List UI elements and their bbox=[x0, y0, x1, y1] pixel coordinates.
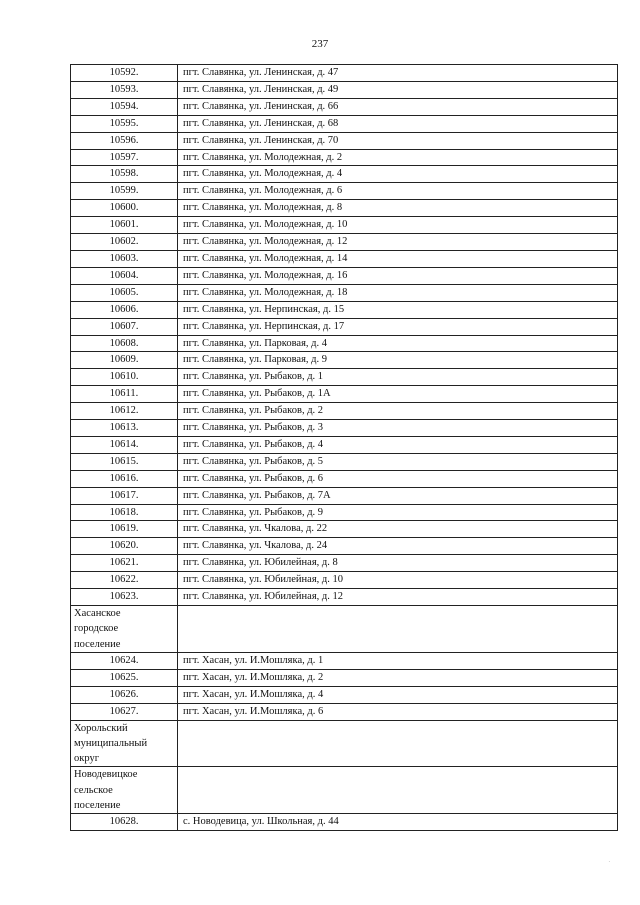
entry-address: пгт. Славянка, ул. Юбилейная, д. 12 bbox=[178, 589, 618, 606]
entry-number: 10601. bbox=[71, 217, 178, 234]
entry-number: 10616. bbox=[71, 470, 178, 487]
entry-address: пгт. Славянка, ул. Молодежная, д. 6 bbox=[178, 183, 618, 200]
table-row bbox=[71, 403, 618, 420]
entry-address: пгт. Славянка, ул. Чкалова, д. 22 bbox=[178, 521, 618, 538]
table-row bbox=[71, 487, 618, 504]
entry-number: 10603. bbox=[71, 250, 178, 267]
table-row bbox=[71, 686, 618, 703]
entry-number: 10620. bbox=[71, 538, 178, 555]
entry-address: пгт. Славянка, ул. Рыбаков, д. 1А bbox=[178, 386, 618, 403]
entry-address: пгт. Славянка, ул. Парковая, д. 9 bbox=[178, 352, 618, 369]
entry-address: с. Новодевица, ул. Школьная, д. 44 bbox=[178, 814, 618, 831]
entry-address: пгт. Славянка, ул. Рыбаков, д. 1 bbox=[178, 369, 618, 386]
section-empty-cell bbox=[178, 767, 618, 814]
entry-address: пгт. Славянка, ул. Ленинская, д. 47 bbox=[178, 65, 618, 82]
table-row bbox=[71, 538, 618, 555]
table-row bbox=[71, 453, 618, 470]
entry-address: пгт. Хасан, ул. И.Мошляка, д. 4 bbox=[178, 686, 618, 703]
table-row bbox=[71, 81, 618, 98]
entry-number: 10615. bbox=[71, 453, 178, 470]
entry-address: пгт. Славянка, ул. Юбилейная, д. 10 bbox=[178, 572, 618, 589]
entry-number: 10626. bbox=[71, 686, 178, 703]
table-row bbox=[71, 132, 618, 149]
section-title-line: поселение bbox=[74, 800, 121, 811]
entry-number: 10613. bbox=[71, 420, 178, 437]
section-title-line: городское bbox=[74, 623, 119, 635]
entry-number: 10623. bbox=[71, 589, 178, 606]
table-row bbox=[71, 504, 618, 521]
entry-address: пгт. Славянка, ул. Ленинская, д. 70 bbox=[178, 132, 618, 149]
entry-number: 10593. bbox=[71, 81, 178, 98]
table-row bbox=[71, 555, 618, 572]
entry-number: 10614. bbox=[71, 436, 178, 453]
table-row bbox=[71, 589, 618, 606]
entry-number: 10602. bbox=[71, 234, 178, 251]
table-row bbox=[71, 703, 618, 720]
table-row bbox=[71, 301, 618, 318]
section-title bbox=[71, 720, 178, 767]
entry-address: пгт. Хасан, ул. И.Мошляка, д. 2 bbox=[178, 669, 618, 686]
entry-address: пгт. Славянка, ул. Рыбаков, д. 6 bbox=[178, 470, 618, 487]
section-title-line: муниципальный bbox=[74, 737, 148, 749]
entry-address: пгт. Славянка, ул. Рыбаков, д. 2 bbox=[178, 403, 618, 420]
entry-number: 10596. bbox=[71, 132, 178, 149]
entry-address: пгт. Славянка, ул. Молодежная, д. 12 bbox=[178, 234, 618, 251]
table-row bbox=[71, 267, 618, 284]
table-row bbox=[71, 200, 618, 217]
entry-address: пгт. Славянка, ул. Рыбаков, д. 3 bbox=[178, 420, 618, 437]
entry-number: 10607. bbox=[71, 318, 178, 335]
entry-address: пгт. Славянка, ул. Юбилейная, д. 8 bbox=[178, 555, 618, 572]
entry-address: пгт. Славянка, ул. Молодежная, д. 4 bbox=[178, 166, 618, 183]
section-title bbox=[71, 606, 178, 653]
table-row bbox=[71, 234, 618, 251]
table-row bbox=[71, 420, 618, 437]
entry-number: 10599. bbox=[71, 183, 178, 200]
section-title-line: Новодевицкое bbox=[74, 769, 138, 781]
table-row bbox=[71, 335, 618, 352]
entry-address: пгт. Славянка, ул. Молодежная, д. 14 bbox=[178, 250, 618, 267]
entry-number: 10621. bbox=[71, 555, 178, 572]
entry-address: пгт. Хасан, ул. И.Мошляка, д. 1 bbox=[178, 652, 618, 669]
entry-address: пгт. Славянка, ул. Молодежная, д. 10 bbox=[178, 217, 618, 234]
entry-number: 10597. bbox=[71, 149, 178, 166]
section-row bbox=[71, 720, 618, 767]
entry-address: пгт. Славянка, ул. Молодежная, д. 2 bbox=[178, 149, 618, 166]
entry-number: 10608. bbox=[71, 335, 178, 352]
section-title-line: округ bbox=[74, 753, 100, 765]
entry-number: 10598. bbox=[71, 166, 178, 183]
entry-number: 10624. bbox=[71, 652, 178, 669]
entry-address: пгт. Славянка, ул. Ленинская, д. 68 bbox=[178, 115, 618, 132]
entry-number: 10605. bbox=[71, 284, 178, 301]
table-row bbox=[71, 470, 618, 487]
table-row bbox=[71, 284, 618, 301]
entry-number: 10592. bbox=[71, 65, 178, 82]
table-row bbox=[71, 149, 618, 166]
entry-number: 10617. bbox=[71, 487, 178, 504]
entry-number: 10594. bbox=[71, 98, 178, 115]
section-row bbox=[71, 767, 618, 814]
entry-number: 10612. bbox=[71, 403, 178, 420]
entry-address: пгт. Славянка, ул. Ленинская, д. 49 bbox=[178, 81, 618, 98]
table-row bbox=[71, 386, 618, 403]
table-row bbox=[71, 217, 618, 234]
table-row bbox=[71, 369, 618, 386]
entry-number: 10627. bbox=[71, 703, 178, 720]
entry-number: 10611. bbox=[71, 386, 178, 403]
entry-address: пгт. Славянка, ул. Рыбаков, д. 5 bbox=[178, 453, 618, 470]
table-row bbox=[71, 166, 618, 183]
section-title bbox=[71, 767, 178, 814]
page-number: 237 bbox=[311, 38, 329, 50]
entry-number: 10609. bbox=[71, 352, 178, 369]
table-row bbox=[71, 521, 618, 538]
table-row bbox=[71, 115, 618, 132]
entry-number: 10604. bbox=[71, 267, 178, 284]
entry-address: пгт. Славянка, ул. Парковая, д. 4 bbox=[178, 335, 618, 352]
entry-address: пгт. Славянка, ул. Молодежная, д. 18 bbox=[178, 284, 618, 301]
table-row bbox=[71, 436, 618, 453]
table-row bbox=[71, 572, 618, 589]
entry-number: 10595. bbox=[71, 115, 178, 132]
table-row bbox=[71, 652, 618, 669]
table-row bbox=[71, 669, 618, 686]
section-title-line: сельское bbox=[74, 784, 113, 796]
entry-address: пгт. Хасан, ул. И.Мошляка, д. 6 bbox=[178, 703, 618, 720]
table-row bbox=[71, 318, 618, 335]
entry-address: пгт. Славянка, ул. Молодежная, д. 8 bbox=[178, 200, 618, 217]
entry-address: пгт. Славянка, ул. Чкалова, д. 24 bbox=[178, 538, 618, 555]
table-row bbox=[71, 814, 618, 831]
section-title-line: поселение bbox=[74, 638, 121, 650]
table-row bbox=[71, 98, 618, 115]
entry-address: пгт. Славянка, ул. Рыбаков, д. 9 bbox=[178, 504, 618, 521]
entry-number: 10606. bbox=[71, 301, 178, 318]
entry-address: пгт. Славянка, ул. Нерпинская, д. 17 bbox=[178, 318, 618, 335]
table-body bbox=[71, 65, 618, 831]
entry-number: 10622. bbox=[71, 572, 178, 589]
entry-address: пгт. Славянка, ул. Ленинская, д. 66 bbox=[178, 98, 618, 115]
table-row bbox=[71, 250, 618, 267]
corner-mark: . bbox=[608, 858, 610, 864]
entry-address: пгт. Славянка, ул. Рыбаков, д. 4 bbox=[178, 436, 618, 453]
entry-number: 10625. bbox=[71, 669, 178, 686]
entry-number: 10619. bbox=[71, 521, 178, 538]
section-title-line: Хасанское bbox=[74, 608, 121, 619]
address-registry-table bbox=[70, 64, 618, 831]
table-row bbox=[71, 183, 618, 200]
entry-number: 10600. bbox=[71, 200, 178, 217]
section-row bbox=[71, 606, 618, 653]
entry-number: 10618. bbox=[71, 504, 178, 521]
table-row bbox=[71, 352, 618, 369]
entry-address: пгт. Славянка, ул. Нерпинская, д. 15 bbox=[178, 301, 618, 318]
section-empty-cell bbox=[178, 720, 618, 767]
section-title-line: Хорольский bbox=[74, 722, 128, 734]
entry-number: 10628. bbox=[71, 814, 178, 831]
section-empty-cell bbox=[178, 606, 618, 653]
entry-address: пгт. Славянка, ул. Рыбаков, д. 7А bbox=[178, 487, 618, 504]
entry-address: пгт. Славянка, ул. Молодежная, д. 16 bbox=[178, 267, 618, 284]
table-row bbox=[71, 65, 618, 82]
entry-number: 10610. bbox=[71, 369, 178, 386]
